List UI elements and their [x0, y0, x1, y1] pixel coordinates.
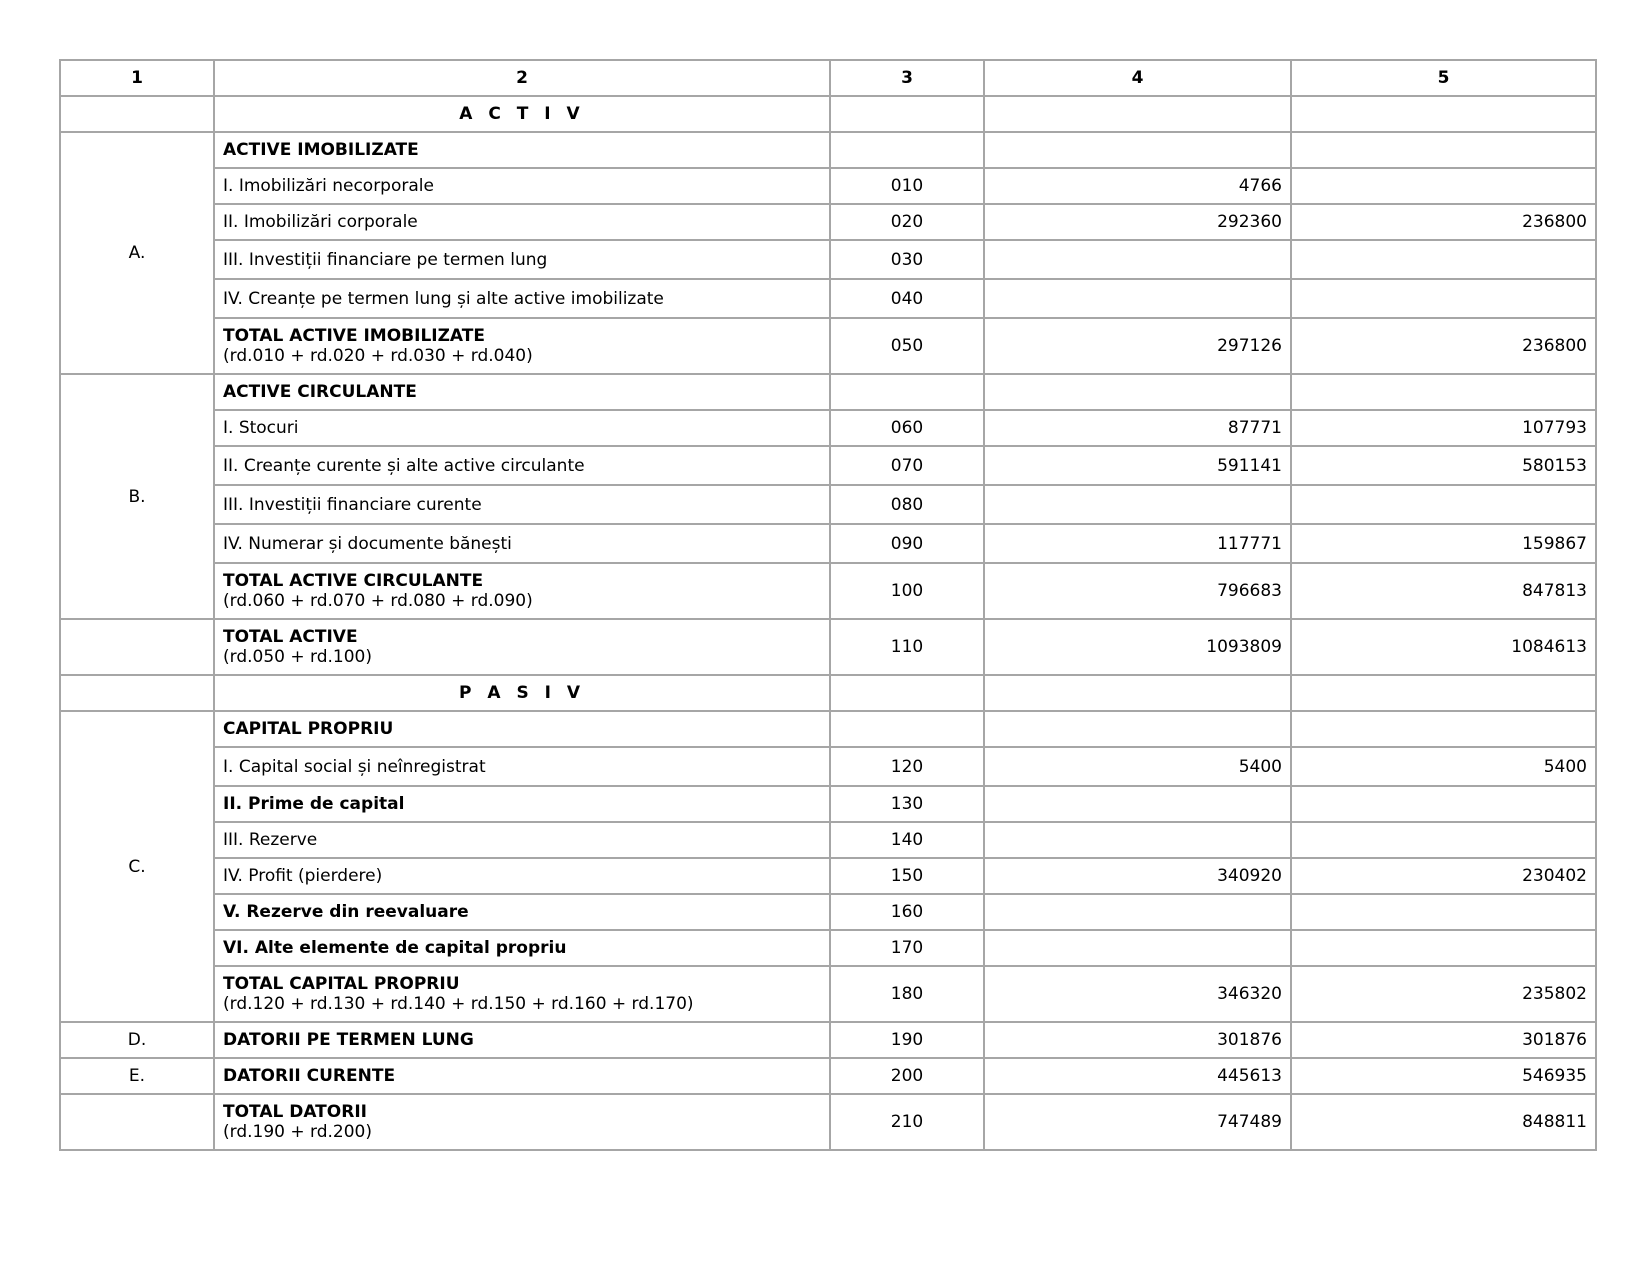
empty-cell	[60, 619, 214, 675]
value-col-4: 1093809	[984, 619, 1291, 675]
value-col-5	[1291, 930, 1596, 966]
total-description	[214, 966, 830, 1022]
value-col-5: 301876	[1291, 1022, 1596, 1058]
row-code: 060	[830, 410, 984, 446]
table-row	[60, 1058, 1596, 1094]
value-col-4	[984, 279, 1291, 318]
total-formula: (rd.010 + rd.020 + rd.030 + rd.040)	[223, 346, 533, 366]
total-formula: (rd.190 + rd.200)	[223, 1122, 372, 1142]
empty-cell	[984, 96, 1291, 132]
row-code: 110	[830, 619, 984, 675]
row-description: I. Stocuri	[214, 410, 830, 446]
empty-cell	[1291, 96, 1596, 132]
value-col-4	[984, 485, 1291, 524]
value-col-4: 292360	[984, 204, 1291, 240]
value-col-5: 230402	[1291, 858, 1596, 894]
row-code: 090	[830, 524, 984, 563]
section-label-c: C.	[60, 711, 214, 1022]
empty-cell	[830, 711, 984, 747]
table-row	[60, 240, 1596, 279]
table-row	[60, 747, 1596, 786]
row-code: 040	[830, 279, 984, 318]
value-col-5	[1291, 279, 1596, 318]
value-col-4: 4766	[984, 168, 1291, 204]
row-description: II. Prime de capital	[214, 786, 830, 822]
header-col-1: 1	[60, 60, 214, 96]
row-code: 140	[830, 822, 984, 858]
total-description	[214, 619, 830, 675]
empty-cell	[60, 675, 214, 711]
row-description: II. Imobilizări corporale	[214, 204, 830, 240]
value-col-5: 847813	[1291, 563, 1596, 619]
table-row	[60, 524, 1596, 563]
value-col-4	[984, 894, 1291, 930]
table-row	[60, 786, 1596, 822]
section-label-b: B.	[60, 374, 214, 619]
table-row	[60, 279, 1596, 318]
total-description	[214, 318, 830, 374]
row-description: IV. Creanțe pe termen lung și alte active imobilizate	[214, 279, 830, 318]
table-row	[60, 410, 1596, 446]
value-col-5	[1291, 168, 1596, 204]
activ-title-row	[60, 96, 1596, 132]
value-col-4	[984, 822, 1291, 858]
value-col-4: 117771	[984, 524, 1291, 563]
row-description: IV. Numerar și documente bănești	[214, 524, 830, 563]
value-col-5: 159867	[1291, 524, 1596, 563]
value-col-5	[1291, 485, 1596, 524]
empty-cell	[984, 374, 1291, 410]
section-heading: ACTIVE CIRCULANTE	[214, 374, 830, 410]
row-code: 170	[830, 930, 984, 966]
total-row	[60, 619, 1596, 675]
value-col-4	[984, 930, 1291, 966]
row-code: 190	[830, 1022, 984, 1058]
value-col-4: 340920	[984, 858, 1291, 894]
section-label-e: E.	[60, 1058, 214, 1094]
row-description: DATORII PE TERMEN LUNG	[214, 1022, 830, 1058]
table-row	[60, 894, 1596, 930]
row-code: 020	[830, 204, 984, 240]
table-row	[60, 168, 1596, 204]
row-code: 010	[830, 168, 984, 204]
value-col-5: 5400	[1291, 747, 1596, 786]
row-description: I. Imobilizări necorporale	[214, 168, 830, 204]
section-label-a: A.	[60, 132, 214, 374]
row-code: 180	[830, 966, 984, 1022]
row-code: 050	[830, 318, 984, 374]
value-col-4: 5400	[984, 747, 1291, 786]
section-heading: CAPITAL PROPRIU	[214, 711, 830, 747]
table-row	[60, 204, 1596, 240]
value-col-5: 848811	[1291, 1094, 1596, 1150]
value-col-4: 87771	[984, 410, 1291, 446]
empty-cell	[1291, 132, 1596, 168]
row-code: 210	[830, 1094, 984, 1150]
section-heading: ACTIVE IMOBILIZATE	[214, 132, 830, 168]
table-row	[60, 711, 1596, 747]
row-description: V. Rezerve din reevaluare	[214, 894, 830, 930]
empty-cell	[984, 675, 1291, 711]
total-title: TOTAL CAPITAL PROPRIU	[223, 974, 460, 994]
pasiv-title-row	[60, 675, 1596, 711]
total-formula: (rd.050 + rd.100)	[223, 647, 372, 667]
value-col-4: 301876	[984, 1022, 1291, 1058]
row-code: 080	[830, 485, 984, 524]
row-code: 100	[830, 563, 984, 619]
total-row	[60, 966, 1596, 1022]
empty-cell	[830, 132, 984, 168]
activ-title: A C T I V	[214, 96, 830, 132]
value-col-5: 546935	[1291, 1058, 1596, 1094]
table-row	[60, 485, 1596, 524]
total-title: TOTAL ACTIVE CIRCULANTE	[223, 571, 484, 591]
value-col-4: 297126	[984, 318, 1291, 374]
value-col-4	[984, 786, 1291, 822]
row-description: VI. Alte elemente de capital propriu	[214, 930, 830, 966]
value-col-5: 236800	[1291, 204, 1596, 240]
value-col-5	[1291, 822, 1596, 858]
total-row	[60, 318, 1596, 374]
table-row	[60, 132, 1596, 168]
balance-sheet-table	[59, 59, 1597, 1151]
table-row	[60, 1022, 1596, 1058]
empty-cell	[60, 96, 214, 132]
empty-cell	[830, 374, 984, 410]
total-title: TOTAL DATORII	[223, 1102, 367, 1122]
empty-cell	[60, 1094, 214, 1150]
value-col-4: 445613	[984, 1058, 1291, 1094]
empty-cell	[830, 675, 984, 711]
value-col-5: 236800	[1291, 318, 1596, 374]
total-title: TOTAL ACTIVE IMOBILIZATE	[223, 326, 485, 346]
table-row	[60, 822, 1596, 858]
value-col-4: 591141	[984, 446, 1291, 485]
value-col-5: 1084613	[1291, 619, 1596, 675]
value-col-4: 747489	[984, 1094, 1291, 1150]
value-col-4: 796683	[984, 563, 1291, 619]
value-col-4	[984, 240, 1291, 279]
row-code: 150	[830, 858, 984, 894]
row-code: 120	[830, 747, 984, 786]
row-description: I. Capital social și neînregistrat	[214, 747, 830, 786]
value-col-5: 580153	[1291, 446, 1596, 485]
section-label-d: D.	[60, 1022, 214, 1058]
value-col-5: 107793	[1291, 410, 1596, 446]
header-col-3: 3	[830, 60, 984, 96]
empty-cell	[984, 711, 1291, 747]
header-col-2: 2	[214, 60, 830, 96]
value-col-5	[1291, 240, 1596, 279]
value-col-5	[1291, 894, 1596, 930]
header-row	[60, 60, 1596, 96]
empty-cell	[830, 96, 984, 132]
table-row	[60, 446, 1596, 485]
row-description: II. Creanțe curente și alte active circulante	[214, 446, 830, 485]
empty-cell	[1291, 675, 1596, 711]
value-col-5: 235802	[1291, 966, 1596, 1022]
table-row	[60, 858, 1596, 894]
row-description: DATORII CURENTE	[214, 1058, 830, 1094]
total-description	[214, 1094, 830, 1150]
row-description: IV. Profit (pierdere)	[214, 858, 830, 894]
row-code: 030	[830, 240, 984, 279]
row-code: 070	[830, 446, 984, 485]
total-row	[60, 563, 1596, 619]
header-col-5: 5	[1291, 60, 1596, 96]
row-code: 160	[830, 894, 984, 930]
empty-cell	[984, 132, 1291, 168]
row-description: III. Investiții financiare curente	[214, 485, 830, 524]
row-code: 130	[830, 786, 984, 822]
value-col-5	[1291, 786, 1596, 822]
empty-cell	[1291, 374, 1596, 410]
total-formula: (rd.120 + rd.130 + rd.140 + rd.150 + rd.160 + rd.170)	[223, 994, 694, 1014]
total-row	[60, 1094, 1596, 1150]
row-description: III. Rezerve	[214, 822, 830, 858]
empty-cell	[1291, 711, 1596, 747]
pasiv-title: P A S I V	[214, 675, 830, 711]
row-description: III. Investiții financiare pe termen lung	[214, 240, 830, 279]
total-formula: (rd.060 + rd.070 + rd.080 + rd.090)	[223, 591, 533, 611]
total-title: TOTAL ACTIVE	[223, 627, 358, 647]
table-row	[60, 930, 1596, 966]
total-description	[214, 563, 830, 619]
table-row	[60, 374, 1596, 410]
row-code: 200	[830, 1058, 984, 1094]
value-col-4: 346320	[984, 966, 1291, 1022]
header-col-4: 4	[984, 60, 1291, 96]
